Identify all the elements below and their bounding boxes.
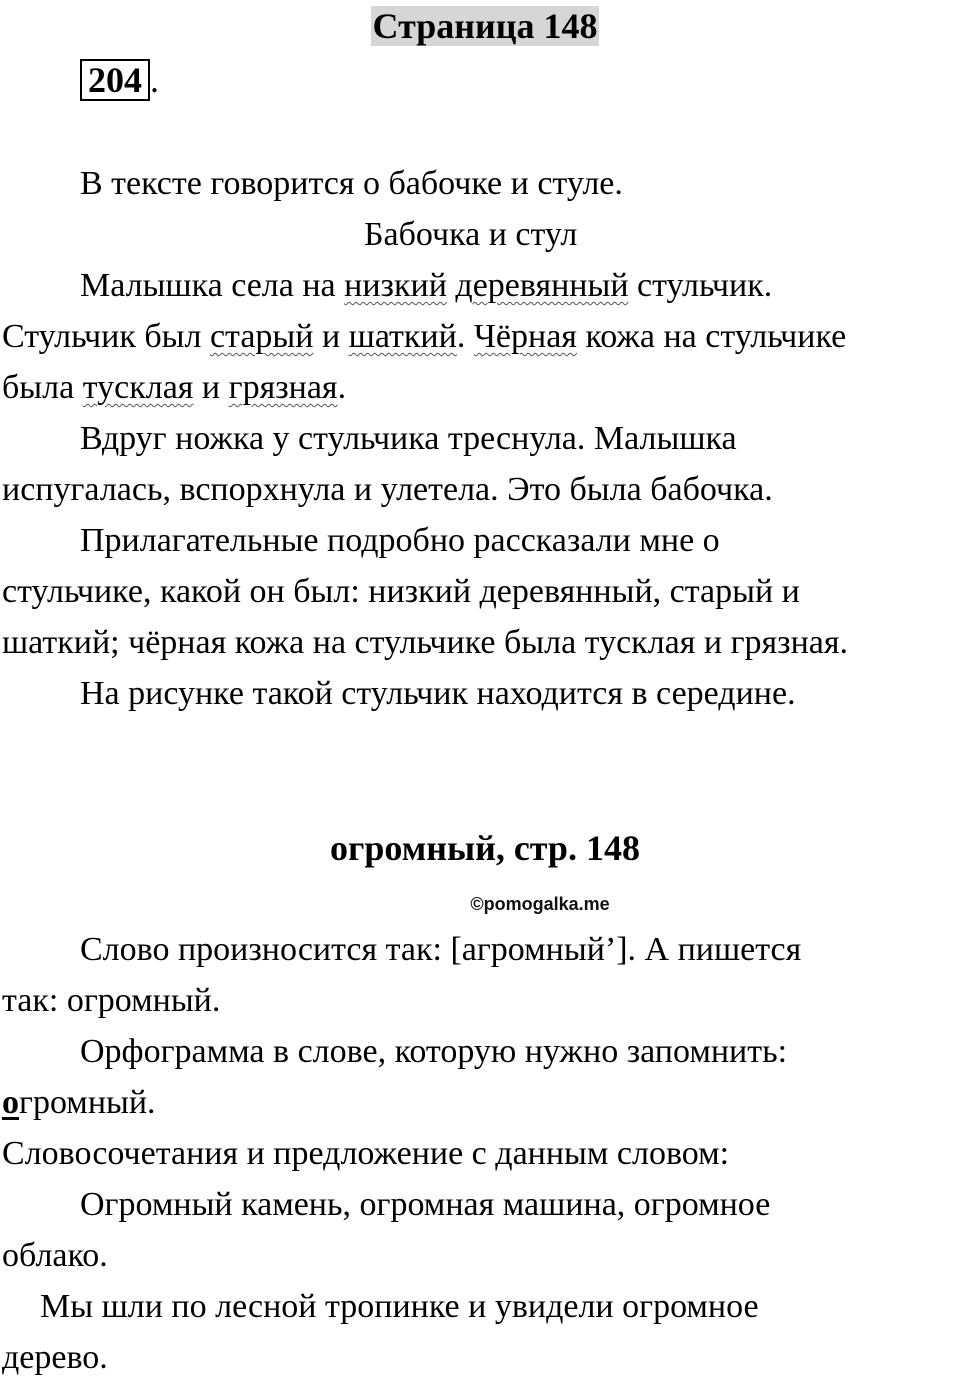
text-span: была [2,369,83,406]
word-line-3: Орфограмма в слове, которую нужно запомнить: [80,1033,788,1070]
word-line-2: так: огромный. [2,982,221,1019]
task-number-box: 204 [80,59,150,101]
watermark: ©pomogalka.me [470,894,610,914]
story-line-3 [2,368,346,408]
analysis-line-4: На рисунке такой стульчик находится в середине. [80,675,796,712]
text-span: громный. [19,1084,156,1121]
text-span: Стульчик был [2,318,210,355]
section-title: огромный, стр. 148 [330,828,640,868]
text-span: . [337,369,347,406]
story-line-2 [2,317,846,357]
adjective-black: Чёрная [473,318,577,355]
word-line-7: облако. [2,1237,108,1274]
story-line-1 [80,266,772,306]
word-line-9: дерево. [2,1339,108,1376]
word-line-1: Слово произносится так: [агромный’]. А пишется [80,931,802,968]
page-title: Страница 148 [372,6,598,46]
story-line-4: Вдруг ножка у стульчика треснула. Малышка [80,420,737,457]
task-number-dot: . [150,60,159,100]
task-number [80,58,159,102]
word-line-8: Мы шли по лесной тропинке и увидели огромное [40,1288,759,1325]
word-line-5: Словосочетания и предложение с данным словом: [2,1135,730,1172]
story-line-5: испугалась, вспорхнула и улетела. Это была бабочка. [2,471,773,508]
adjective-shaky: шаткий [348,318,457,355]
adjective-dull: тусклая [82,369,194,406]
page-header [0,4,960,48]
text-span: . [456,318,474,355]
analysis-line-1: Прилагательные подробно рассказали мне о [80,522,720,559]
paragraph-intro: В тексте говорится о бабочке и стуле. [80,165,623,202]
analysis-line-2: стульчике, какой он был: низкий деревянный, старый и [2,573,800,610]
word-line-6: Огромный камень, огромная машина, огромное [80,1186,771,1223]
analysis-line-3: шаткий; чёрная кожа на стульчике была тусклая и грязная. [2,624,849,661]
adjective-dirty: грязная [228,369,338,406]
story-title: Бабочка и стул [364,216,578,253]
text-span: Малышка села на [80,267,345,304]
word-line-4 [2,1083,156,1123]
orthogram-letter: о [2,1084,19,1121]
text-span: и [193,369,229,406]
text-span: кожа на стульчике [576,318,847,355]
adjective-old: старый [209,318,314,355]
text-span: стульчик. [628,267,773,304]
text-span: и [313,318,349,355]
adjective-low: низкий [344,267,447,304]
adjective-wooden: деревянный [455,267,629,304]
